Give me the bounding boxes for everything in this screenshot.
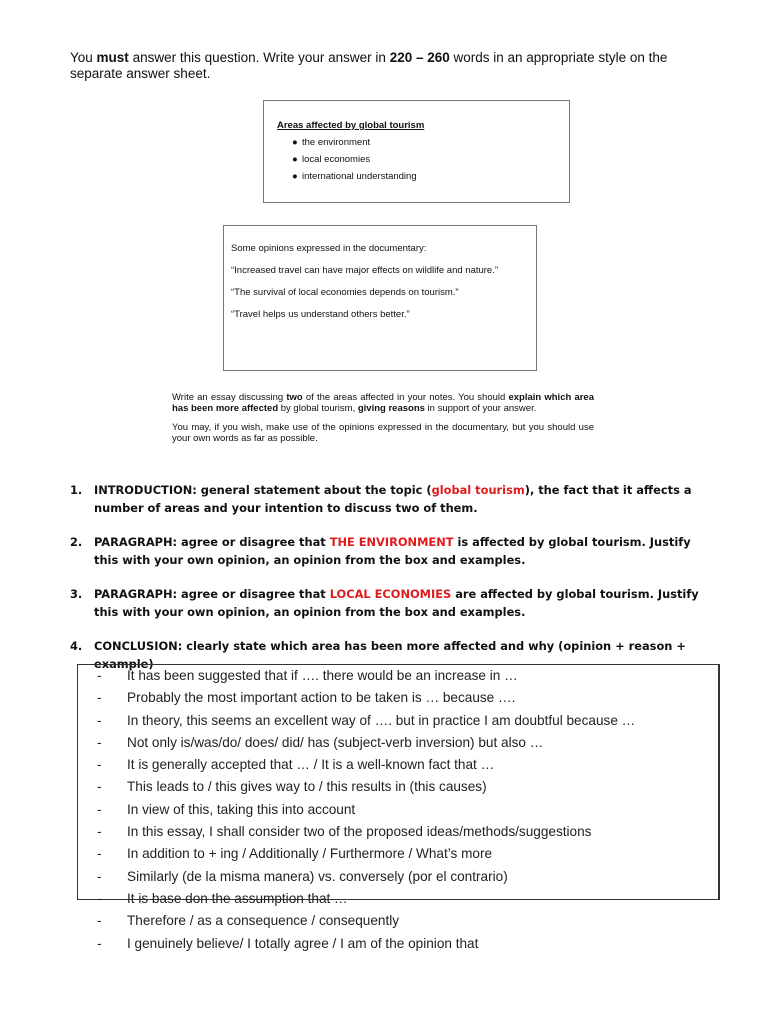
list-item: ● the environment <box>292 137 371 148</box>
list-item: ● international understanding <box>292 171 417 182</box>
bullet-icon: ● <box>292 171 298 182</box>
word-range: 220 – 260 <box>389 50 450 65</box>
dash-icon: - <box>97 712 102 728</box>
instructions-text: words in an appropriate style on the separate answer sheet. <box>70 50 668 81</box>
plan-step: 2. PARAGRAPH: agree or disagree that THE ENVIRONMENT is affected by global tourism. Justify this with your own opinion, an opinion from the box and examples. <box>70 535 691 567</box>
dash-icon: - <box>97 935 102 951</box>
dash-icon: - <box>97 868 102 884</box>
bullet-icon: ● <box>292 137 298 148</box>
opinion-quote: “The survival of local economies depends on tourism.” <box>231 287 459 298</box>
phrase-item: - In view of this, taking this into account <box>97 799 717 821</box>
phrase-item: - In this essay, I shall consider two of the proposed ideas/methods/suggestions <box>97 821 717 843</box>
phrase-item: - Similarly (de la misma manera) vs. conversely (por el contrario) <box>97 866 717 888</box>
phrase-item: - Probably the most important action to be taken is … because …. <box>97 687 717 709</box>
plan-step: 1. INTRODUCTION: general statement about the topic (global tourism), the fact that it affects a number of areas and your intention to discuss two of them. <box>70 483 692 515</box>
list-item: ● local economies <box>292 154 371 165</box>
bullet-icon: ● <box>292 154 298 165</box>
essay-task <box>172 392 594 452</box>
opinions-box <box>223 225 537 371</box>
dash-icon: - <box>97 801 102 817</box>
phrase-item: - It is generally accepted that … / It is a well-known fact that … <box>97 754 717 776</box>
opinions-heading: Some opinions expressed in the documentary: <box>231 243 427 254</box>
phrase-item: - Not only is/was/do/ does/ did/ has (subject-verb inversion) but also … <box>97 732 717 754</box>
dash-icon: - <box>97 690 102 706</box>
highlight-text: LOCAL ECONOMIES <box>329 587 452 601</box>
phrase-item: - It has been suggested that if …. there would be an increase in … <box>97 665 717 687</box>
phrase-item: - In addition to + ing / Additionally / Furthermore / What’s more <box>97 843 717 865</box>
opinion-quote: “Increased travel can have major effects on wildlife and nature.” <box>231 265 499 276</box>
dash-icon: - <box>97 734 102 750</box>
plan-step: 3. PARAGRAPH: agree or disagree that LOCAL ECONOMIES are affected by global tourism. Justify this with your own opinion, an opinion from the box and examples. <box>70 587 699 619</box>
dash-icon: - <box>97 890 102 906</box>
dash-icon: - <box>97 757 102 773</box>
task-paragraph: You may, if you wish, make use of the opinions expressed in the documentary, but you should use your own words as far as possible. <box>172 422 594 444</box>
emphasis-must: must <box>96 50 129 65</box>
phrase-item: - This leads to / this gives way to / this results in (this causes) <box>97 776 717 798</box>
task-paragraph: Write an essay discussing two of the areas affected in your notes. You should explain which area has been more affected by global tourism, giving reasons in support of your answer. <box>172 392 594 414</box>
notes-box <box>263 100 570 203</box>
notes-list <box>277 136 557 183</box>
highlight-text: THE ENVIRONMENT <box>329 535 454 549</box>
notes-heading: Areas affected by global tourism <box>277 120 425 131</box>
opinion-quote: “Travel helps us understand others better.” <box>231 309 410 320</box>
plan-step: 4. CONCLUSION: clearly state which area has been more affected and why (opinion + reason + example) <box>70 639 686 671</box>
dash-icon: - <box>97 824 102 840</box>
phrase-item: - I genuinely believe/ I totally agree / I am of the opinion that <box>97 933 717 955</box>
instructions <box>70 50 700 82</box>
phrase-item: - In theory, this seems an excellent way of …. but in practice I am doubtful because … <box>97 710 717 732</box>
dash-icon: - <box>97 846 102 862</box>
dash-icon: - <box>97 913 102 929</box>
dash-icon: - <box>97 668 102 683</box>
useful-phrases <box>97 665 717 955</box>
essay-plan <box>70 481 710 689</box>
dash-icon: - <box>97 779 102 795</box>
instructions-text: You <box>70 50 97 65</box>
phrase-item: - It is base don the assumption that … <box>97 888 717 910</box>
highlight-text: global tourism <box>431 483 525 497</box>
phrase-item: - Therefore / as a consequence / consequently <box>97 910 717 932</box>
instructions-text: answer this question. Write your answer in <box>128 50 390 65</box>
